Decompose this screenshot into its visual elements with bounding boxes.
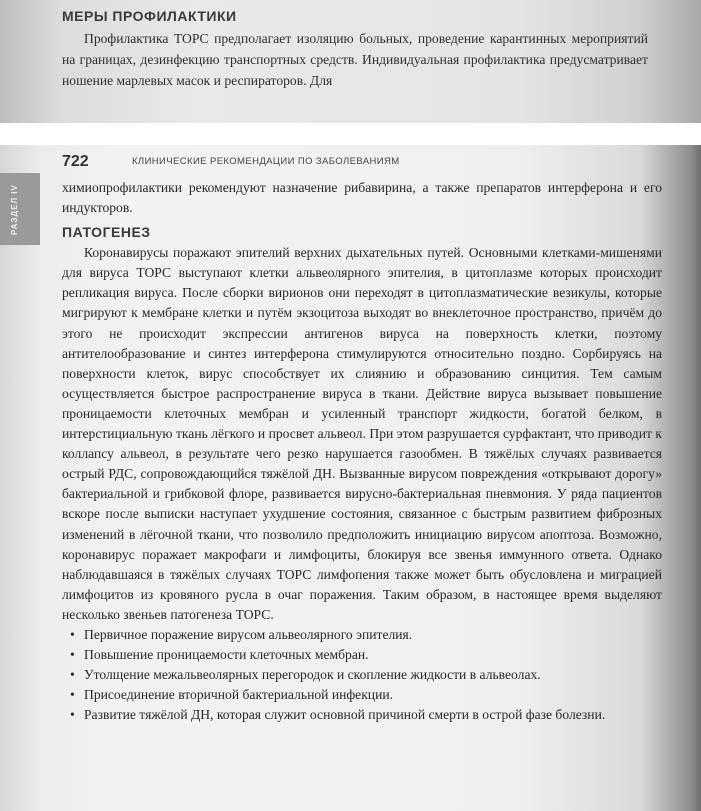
running-head: КЛИНИЧЕСКИЕ РЕКОМЕНДАЦИИ ПО ЗАБОЛЕВАНИЯМ <box>132 156 400 167</box>
list-item: • Утолщение межальвеолярных перегородок и скопление жидкости в альвеолах. <box>62 665 662 685</box>
list-item: • Повышение проницаемости клеточных мембран. <box>62 645 662 665</box>
prevention-paragraph: Профилактика ТОРС предполагает изоляцию больных, проведение карантинных мероприятий на границах, дезинфекцию транспортных средств. Индивидуальная профилактика предусматривает ношение марлевых масок и респираторов. Для <box>62 31 648 88</box>
page-number: 722 <box>62 153 89 170</box>
pathogenesis-paragraph: Коронавирусы поражают эпителий верхних дыхательных путей. Основными клетками-мишенями для вируса ТОРС выступают клетки альвеолярного эпителия, в цитоплазме которых происходит репликация вируса. После сборки вирионов они переходят в цитоплазматические везикулы, которые мигрируют к мембране клетки и путём экзоцитоза выходят во внеклеточное пространство, причём до этого не происходит экспрессии антигенов вируса на поверхность клетки, поэтому антителообразование и синтез интерферона стимулируются относительно поздно. Сорбируясь на поверхности клеток, вирус способствует их слиянию и образованию синцития. Тем самым осуществляется быстрое распространение вируса в ткани. Действие вируса вызывает повышение проницаемости клеточных мембран и усиленный транспорт жидкости, богатой белком, в интерстициальную ткань лёгкого и просвет альвеол. При этом разрушается сурфактант, что приводит к коллапсу альвеол, в результате чего резко нарушается газообмен. В тяжёлых случаях развивается острый РДС, сопровождающийся тяжёлой ДН. Вызванные вирусом повреждения «открывают дорогу» бактериальной и грибковой флоре, развивается вирусно-бактериальная пневмония. У ряда пациентов вскоре после выписки наступает ухудшение состояния, связанное с быстрым развитием фиброзных изменений в лёгочной ткани, что позволило предположить инициацию вирусом апоптоза. Возможно, коронавирус поражает макрофаги и лимфоциты, блокируя все звенья иммунного ответа. Однако наблюдавшаяся в тяжёлых случаях ТОРС лимфопения также может быть обусловлена и миграцией лимфоцитов из кровяного русла в очаг поражения. Таким образом, в настоящее время выделяют несколько звеньев патогенеза ТОРС. <box>62 245 662 622</box>
list-item: • Присоединение вторичной бактериальной инфекции. <box>62 685 662 705</box>
page-gap <box>0 123 701 145</box>
side-tab-label: РАЗДЕЛ IV <box>10 184 19 235</box>
section-side-tab <box>0 173 40 245</box>
list-item: • Развитие тяжёлой ДН, которая служит основной причиной смерти в острой фазе болезни. <box>62 705 662 725</box>
continuation-text: химиопрофилактики рекомендуют назначение рибавирина, а также препаратов интерферона и его индукторов. <box>62 180 662 216</box>
previous-page-fragment <box>0 0 701 123</box>
list-item: • Первичное поражение вирусом альвеолярного эпителия. <box>62 625 662 645</box>
page-body <box>62 178 662 725</box>
section-heading-prevention: МЕРЫ ПРОФИЛАКТИКИ <box>62 8 237 24</box>
section-heading-pathogenesis: ПАТОГЕНЕЗ <box>62 224 151 241</box>
book-page <box>0 145 701 811</box>
pathogenesis-list <box>62 625 662 725</box>
